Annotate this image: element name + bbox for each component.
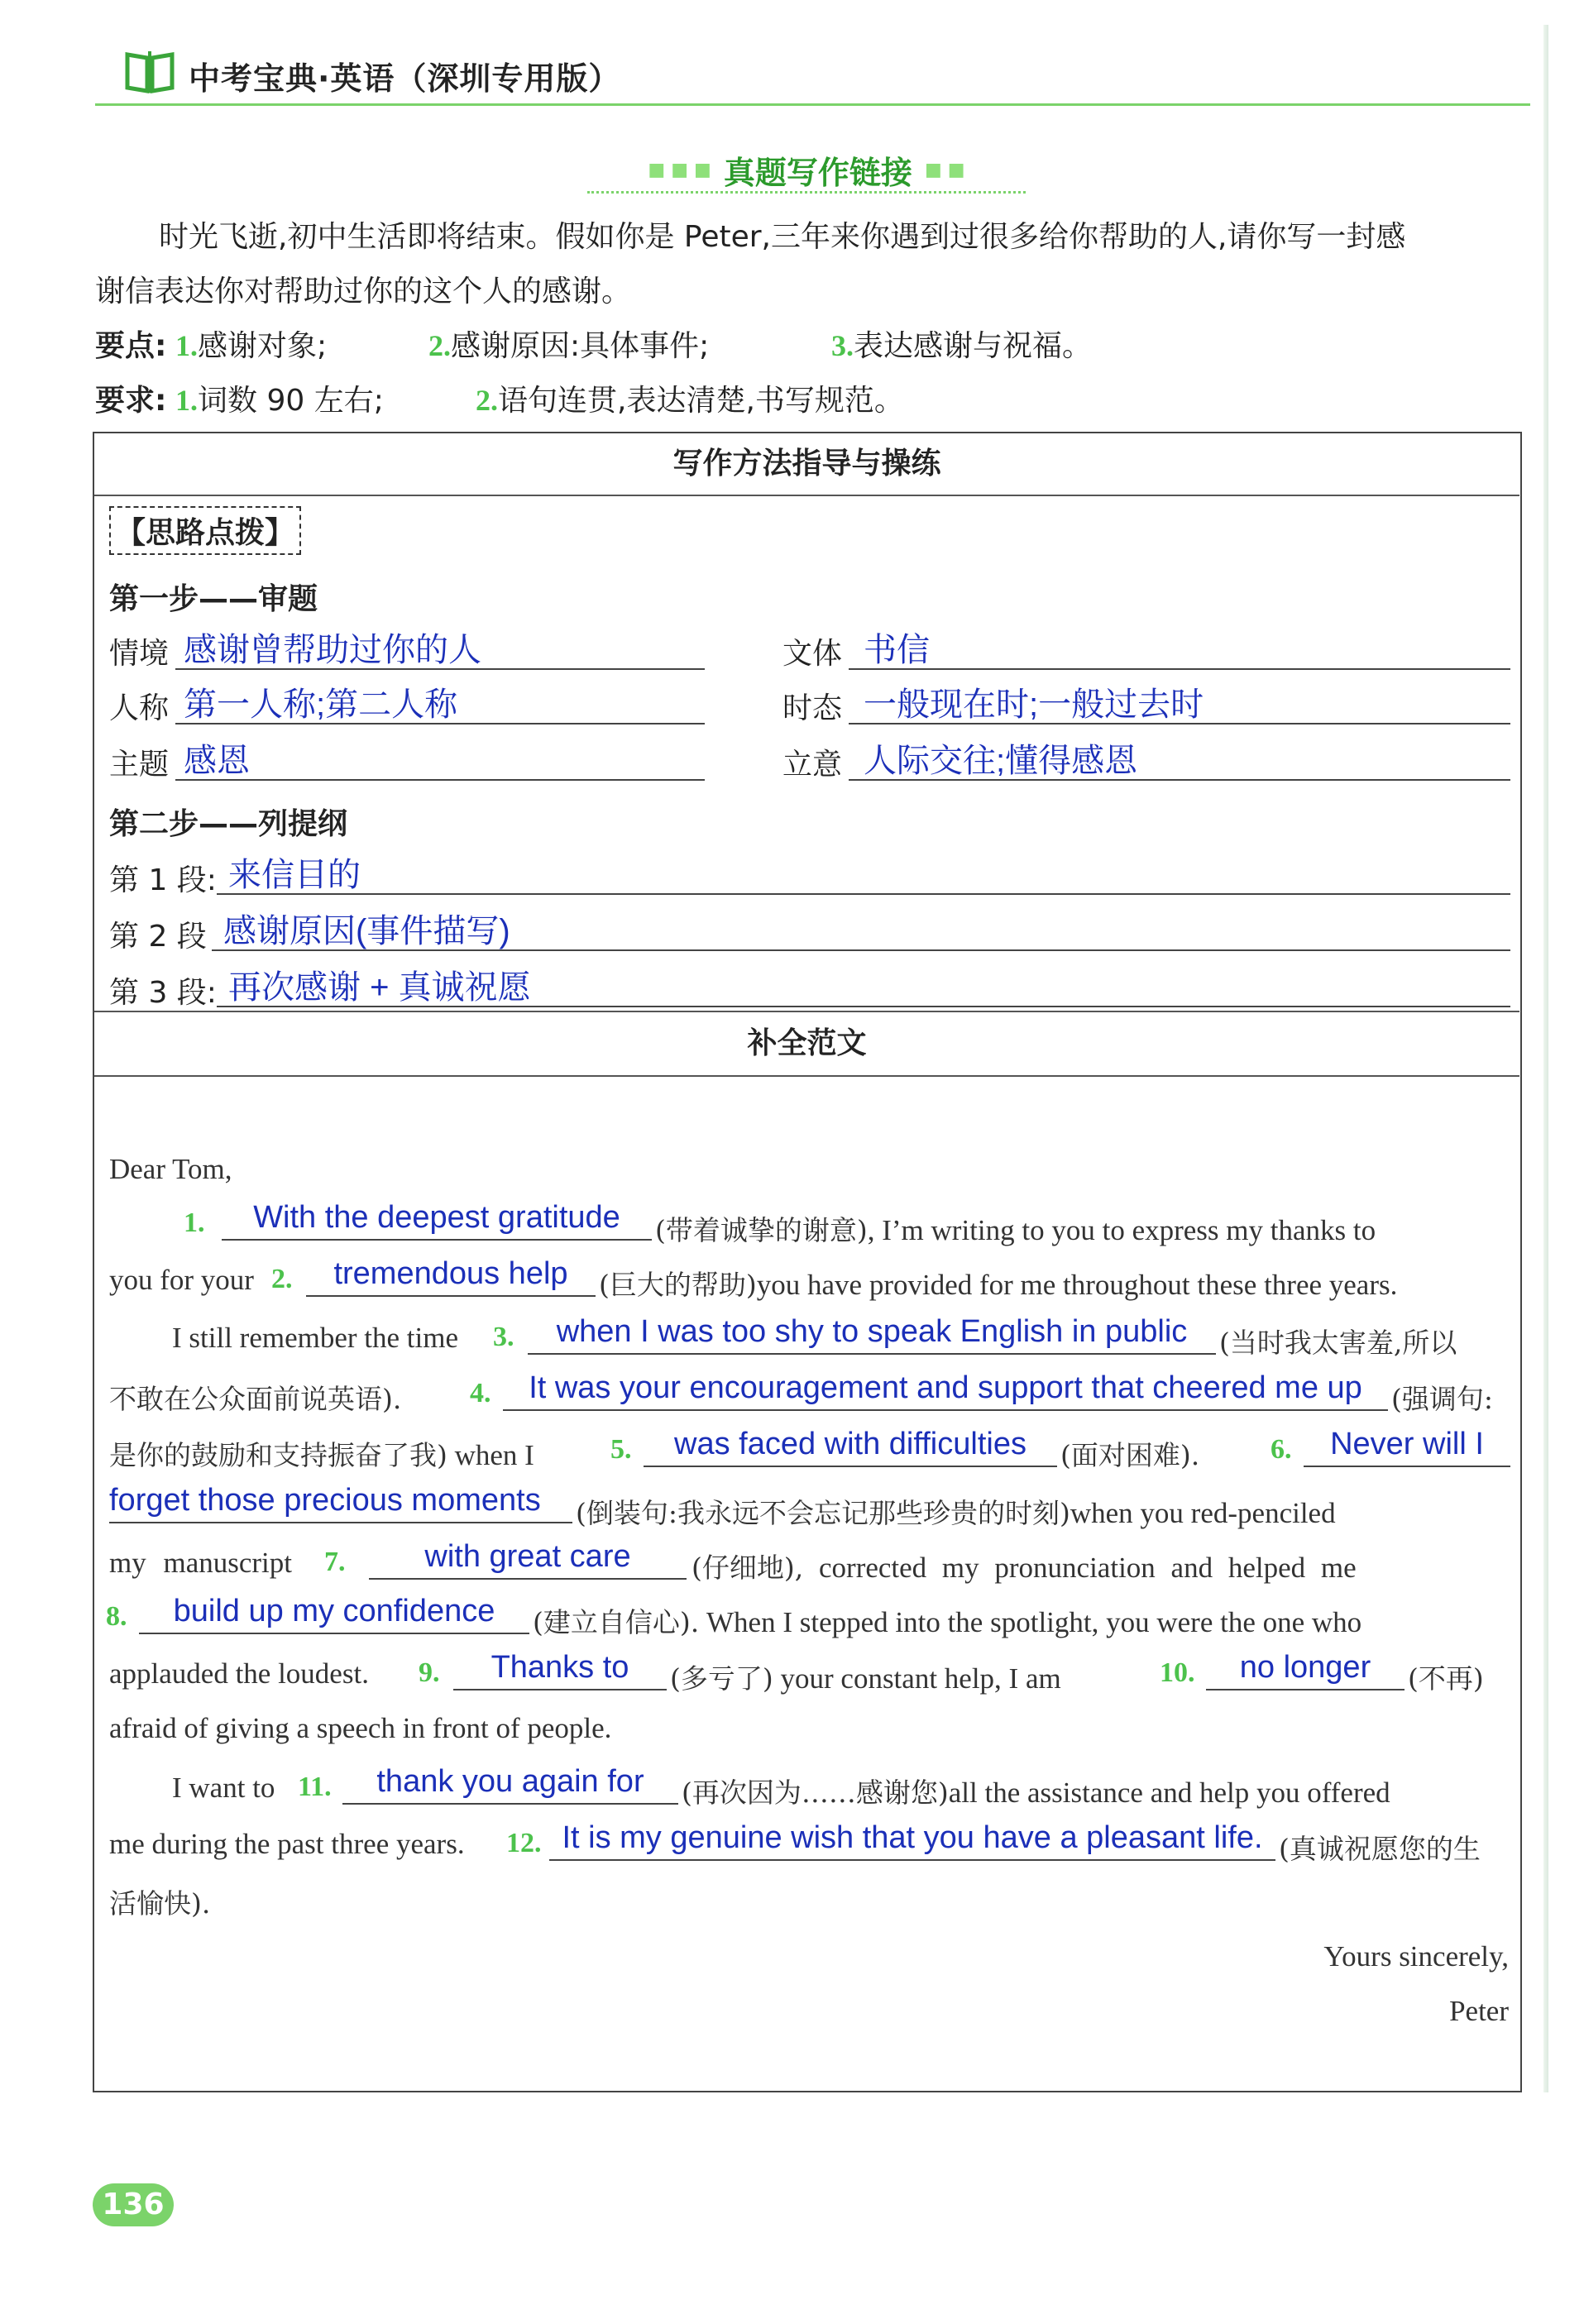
- point-3: 3.表达感谢与祝福。: [831, 329, 1093, 363]
- field-person: 第一人称;第二人称: [175, 677, 705, 724]
- field-genre: 书信: [849, 622, 1510, 670]
- prompt-line-1: 时光飞逝,初中生活即将结束。假如你是 Peter,三年来你遇到过很多给你帮助的人,请你写一封感: [159, 220, 1406, 254]
- essay-text: (当时我太害羞,所以: [1219, 1327, 1457, 1359]
- field-tense: 一般现在时;一般过去时: [849, 677, 1510, 724]
- blank-number-4: 4.: [470, 1378, 491, 1408]
- essay-text: 是你的鼓励和支持振奋了我) when I: [109, 1439, 534, 1471]
- page-number: 136: [93, 2183, 174, 2226]
- field-theme: 感恩: [175, 733, 705, 781]
- essay-text: me during the past three years.: [109, 1828, 465, 1860]
- blank-1: With the deepest gratitude: [222, 1203, 652, 1241]
- step-1-title: 第一步——审题: [109, 582, 318, 616]
- essay-text: 不敢在公众面前说英语).: [109, 1383, 402, 1415]
- para-3-label: 第 3 段:: [109, 976, 217, 1010]
- prompt-line-2: 谢信表达你对帮助过你的这个人的感谢。: [95, 275, 632, 308]
- essay-text: (强调句:: [1391, 1383, 1493, 1415]
- decor-squares-left: ■ ■ ■: [648, 160, 711, 180]
- essay-text: you for your: [109, 1264, 254, 1296]
- blank-number-1: 1.: [184, 1207, 205, 1238]
- section-link-heading: [587, 147, 1026, 194]
- book-icon: [122, 48, 177, 94]
- blank-10: no longer: [1206, 1652, 1405, 1690]
- essay-text: applauded the loudest.: [109, 1657, 369, 1690]
- essay-text: (面对困难).: [1060, 1439, 1200, 1471]
- blank-3: when I was too shy to speak English in public: [528, 1317, 1216, 1355]
- band-complete-essay: 补全范文: [94, 1012, 1519, 1077]
- essay-closing: Yours sincerely,: [1323, 1940, 1509, 1973]
- essay-greeting: Dear Tom,: [109, 1153, 232, 1185]
- tip-label: 【思路点拨】: [109, 506, 301, 555]
- para-2-label: 第 2 段: [109, 920, 207, 954]
- essay-text: 活愉快).: [109, 1887, 211, 1920]
- header-title: 中考宝典·英语（深圳专用版）: [189, 60, 621, 97]
- blank-6-continued: forget those precious moments: [109, 1485, 572, 1523]
- essay-text: (真诚祝愿您的生: [1279, 1833, 1481, 1865]
- essay-text: (仔细地), corrected my pronunciation and helped me: [692, 1552, 1357, 1584]
- blank-7: with great care: [369, 1542, 687, 1580]
- essay-text: (多亏了) your constant help, I am: [670, 1662, 1061, 1695]
- field-intent: 人际交往;懂得感恩: [849, 733, 1510, 781]
- band-writing-method: 写作方法指导与操练: [94, 433, 1519, 496]
- step-2-title: 第二步——列提纲: [109, 807, 348, 841]
- decor-squares-right: ■ ■: [924, 160, 965, 180]
- blank-number-11: 11.: [298, 1772, 332, 1802]
- label-intent: 立意: [782, 748, 843, 782]
- point-2: 2.感谢原因:具体事件;: [428, 329, 710, 363]
- essay-text: I want to: [172, 1772, 275, 1804]
- blank-number-5: 5.: [610, 1434, 632, 1465]
- blank-number-12: 12.: [506, 1828, 542, 1858]
- blank-number-10: 10.: [1160, 1657, 1195, 1688]
- label-scene: 情境: [109, 637, 170, 671]
- para-1-field: 来信目的: [217, 847, 1510, 895]
- blank-4: It was your encouragement and support that cheered me up: [503, 1373, 1388, 1411]
- blank-11: thank you again for: [342, 1767, 678, 1805]
- points-label: 要点:: [95, 329, 167, 363]
- essay-text: (巨大的帮助)you have provided for me throughout these three years.: [599, 1269, 1398, 1301]
- blank-number-9: 9.: [419, 1657, 440, 1688]
- essay-signature: Peter: [1449, 1995, 1509, 2027]
- label-theme: 主题: [109, 748, 170, 782]
- blank-number-8: 8.: [106, 1601, 127, 1632]
- essay-text: (不再): [1408, 1662, 1484, 1695]
- label-tense: 时态: [782, 691, 843, 725]
- section-link-title: 真题写作链接: [723, 155, 912, 191]
- requirements-label: 要求:: [95, 384, 167, 418]
- label-genre: 文体: [782, 637, 843, 671]
- blank-12: It is my genuine wish that you have a pleasant life.: [549, 1823, 1275, 1861]
- essay-text: (带着诚挚的谢意), I’m writing to you to express my thanks to: [655, 1214, 1376, 1246]
- essay-text: (再次因为……感谢您)all the assistance and help you offered: [682, 1776, 1390, 1809]
- field-scene: 感谢曾帮助过你的人: [175, 622, 705, 670]
- blank-number-3: 3.: [493, 1322, 514, 1352]
- essay-text: (倒装句:我永远不会忘记那些珍贵的时刻)when you red-penciled: [576, 1497, 1336, 1529]
- header-divider: [95, 103, 1530, 106]
- requirement-1: 1.词数 90 左右;: [175, 384, 384, 418]
- label-person: 人称: [109, 691, 170, 725]
- page-edge: [1543, 25, 1548, 2092]
- blank-number-6: 6.: [1271, 1434, 1292, 1465]
- essay-text: I still remember the time: [172, 1322, 459, 1354]
- essay-text: (建立自信心). When I stepped into the spotlight, you were the one who: [533, 1606, 1362, 1638]
- blank-6: Never will I: [1304, 1429, 1510, 1467]
- blank-number-2: 2.: [271, 1264, 293, 1294]
- blank-5: was faced with difficulties: [644, 1429, 1057, 1467]
- essay-text: my manuscript: [109, 1547, 292, 1579]
- blank-number-7: 7.: [324, 1547, 346, 1577]
- blank-9: Thanks to: [453, 1652, 667, 1690]
- para-1-label: 第 1 段:: [109, 863, 217, 897]
- essay-text: afraid of giving a speech in front of people.: [109, 1712, 612, 1744]
- blank-8: build up my confidence: [139, 1596, 529, 1634]
- point-1: 1.感谢对象;: [175, 329, 328, 363]
- para-3-field: 再次感谢 + 真诚祝愿: [217, 959, 1510, 1007]
- para-2-field: 感谢原因(事件描写): [212, 903, 1510, 951]
- requirement-2: 2.语句连贯,表达清楚,书写规范。: [476, 384, 904, 418]
- blank-2: tremendous help: [306, 1259, 596, 1297]
